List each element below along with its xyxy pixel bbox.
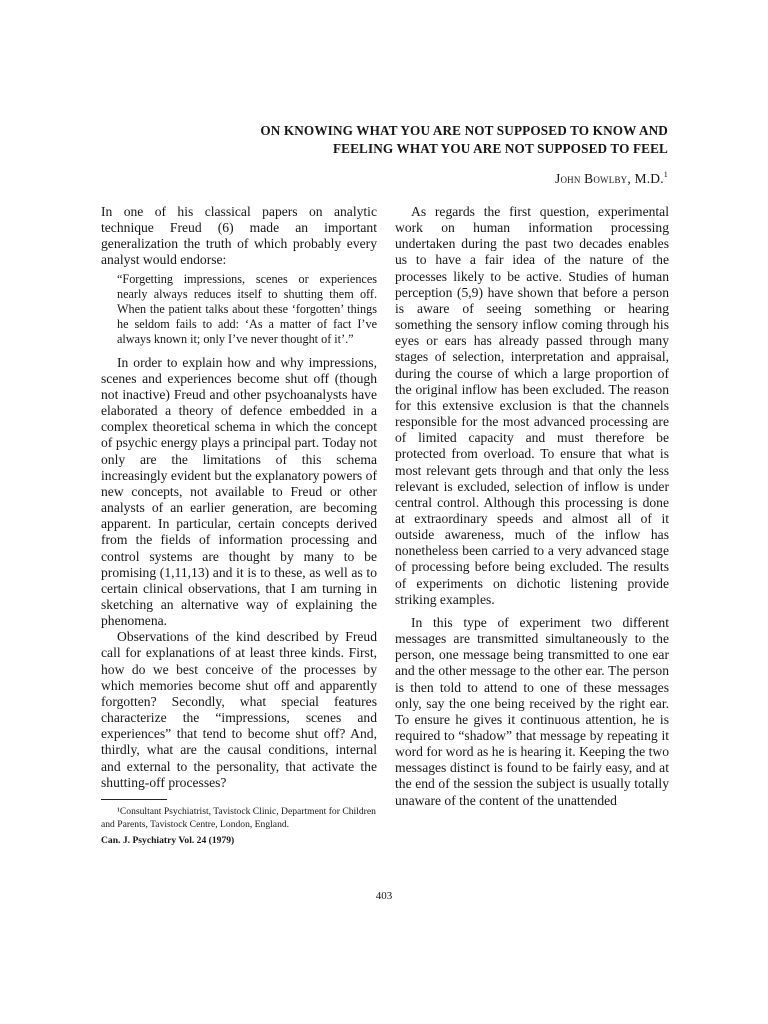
- author-footnote: ¹Consultant Psychiatrist, Tavistock Clinic, Department for Children and Parents, Tavistock Centre, London, England.: [101, 805, 376, 831]
- page-number: 403: [375, 890, 393, 902]
- title-line-2: FEELING WHAT YOU ARE NOT SUPPOSED TO FEEL: [332, 141, 668, 156]
- author-name: John Bowlby, M.D.: [555, 171, 664, 186]
- title-line-1: ON KNOWING WHAT YOU ARE NOT SUPPOSED TO KNOW AND: [260, 123, 668, 138]
- right-paragraph-2: In this type of experiment two different messages are transmitted simultaneously to the person, one message being transmitted to one ear and the other message to the other ear. The person is then told to attend to one of these messages only, say the one being received by the right ear. To ensure he gives it continuous attention, he is required to “shadow” that message by repeating it word for word as he is hearing it. Keeping the two messages distinct is found to be fairly easy, and at the end of the session the subject is usually totally unaware of the content of the unattended: [395, 614, 669, 808]
- journal-citation: Can. J. Psychiatry Vol. 24 (1979): [101, 835, 235, 847]
- body-paragraph-3: Observations of the kind described by Freud call for explanations of at least three kinds. First, how do we best conceive of the processes by which memories become shut off and apparently forgotten? Secondly, what special features characterize the “impressions, scenes and experiences” that tend to become shut off? And, thirdly, what are the causal conditions, internal and external to the personality, that activate the shutting-off processes?: [101, 629, 377, 790]
- body-paragraph-2: In order to explain how and why impressions, scenes and experiences become shut off (though not inactive) Freud and other psychoanalysts have elaborated a theory of defence embedded in a complex theoretical schema in which the concept of psychic energy plays a principal part. Today not only are the limitations of this schema increasingly evident but the explanatory powers of new concepts, not available to Freud or other analysts of an earlier generation, are becoming apparent. In particular, certain concepts derived from the fields of information processing and control systems are thought by many to be promising (1,11,13) and it is to these, as well as to certain clinical observations, that I am turning in sketching an alternative way of explaining the phenomena.: [101, 354, 377, 629]
- author-byline: [400, 166, 668, 188]
- freud-quote: “Forgetting impressions, scenes or experiences nearly always reduces itself to shutting them off. When the patient talks about these ‘forgotten’ things he seldom fails to add: ‘As a matter of fact I’ve always known it; only I’ve never thought of it’.”: [117, 271, 377, 347]
- footnote-rule: [101, 799, 167, 800]
- left-column: [101, 204, 377, 847]
- intro-paragraph: In one of his classical papers on analytic technique Freud (6) made an important generalization the truth of which probably every analyst would endorse:: [101, 204, 377, 268]
- right-column: [395, 204, 669, 809]
- author-footnote-mark: 1: [663, 170, 668, 179]
- right-paragraph-1: As regards the first question, experimental work on human information processing undertaken during the past two decades enables us to have a fair idea of the nature of the processes likely to be active. Studies of human perception (5,9) have shown that before a person is aware of seeing something or hearing something the sensory inflow coming through his eyes or ears has already passed through many stages of selection, interpretation and appraisal, during the course of which a large proportion of the original inflow has been excluded. The reason for this extensive exclusion is that the channels responsible for the most advanced processing are of limited capacity and must therefore be protected from overload. To ensure that what is most relevant gets through and that only the less relevant is excluded, selection of inflow is under central control. Although this processing is done at extraordinary speeds and almost all of it outside awareness, much of the inflow has nonetheless been carried to a very advanced stage of processing before being excluded. The results of experiments on dichotic listening provide striking examples.: [395, 204, 669, 607]
- article-title: [150, 122, 668, 158]
